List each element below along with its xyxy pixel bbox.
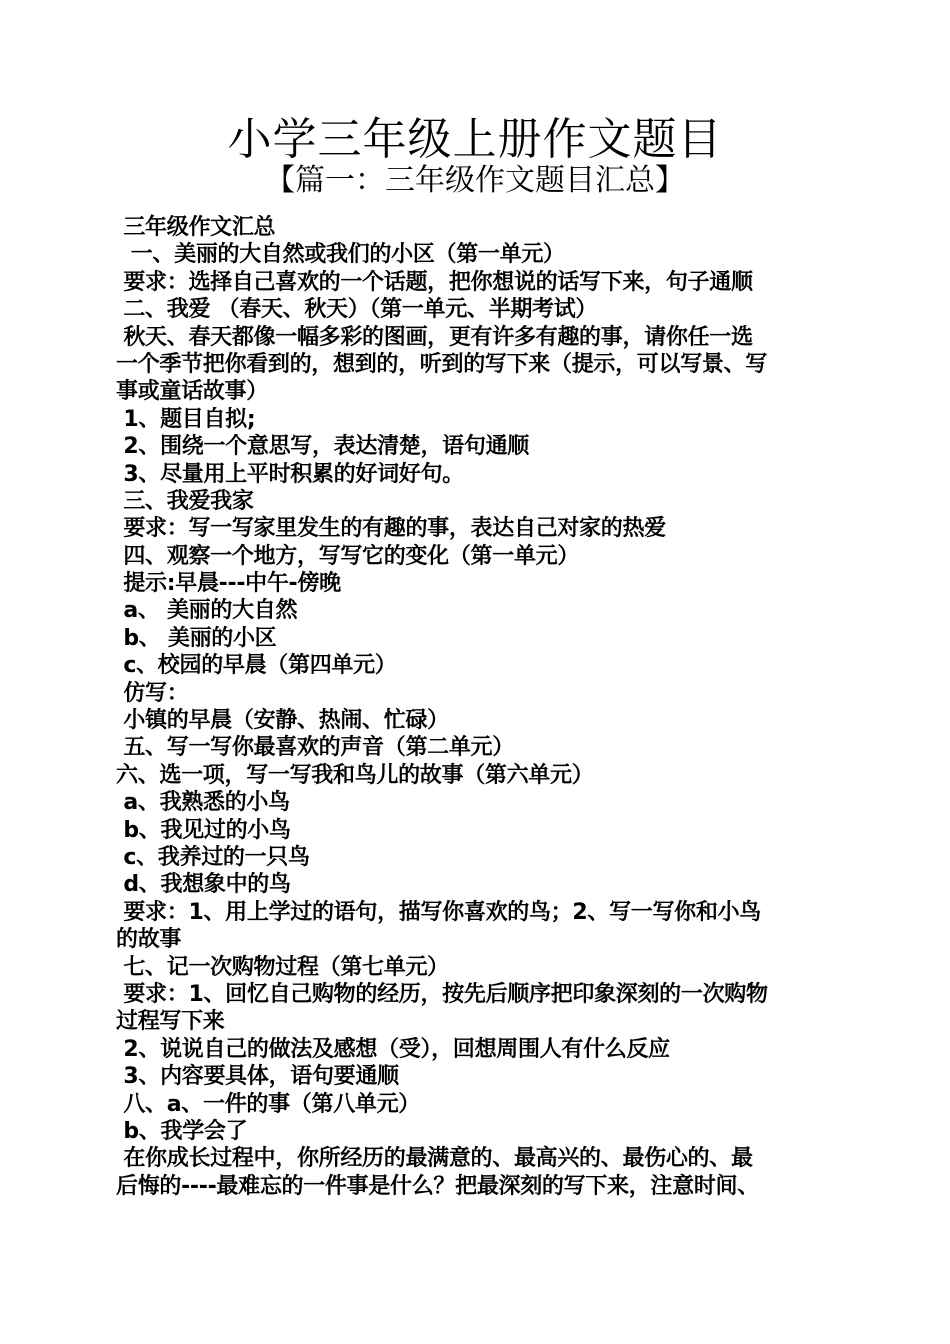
text-line: 秋天、春天都像一幅多彩的图画，更有许多有趣的事，请你任一选 xyxy=(116,324,753,350)
document-subtitle: 【篇一：三年级作文题目汇总】 xyxy=(265,163,685,198)
text-line: 要求：写一写家里发生的有趣的事，表达自己对家的热爱 xyxy=(116,516,666,542)
document-body xyxy=(116,214,836,1200)
text-line: c、校园的早晨（第四单元） xyxy=(116,653,397,679)
text-line: 过程写下来 xyxy=(116,1009,225,1035)
document-title: 小学三年级上册作文题目 xyxy=(227,114,723,165)
text-line: 的故事 xyxy=(116,927,182,953)
text-line: 提示:早晨---中午-傍晚 xyxy=(116,571,341,597)
text-line: 1、题目自拟; xyxy=(116,406,256,432)
text-line: 三、我爱我家 xyxy=(116,488,254,514)
text-line: 2、说说自己的做法及感想（受），回想周围人有什么反应 xyxy=(116,1036,670,1062)
text-line: 后悔的----最难忘的一件事是什么？把最深刻的写下来，注意时间、 xyxy=(116,1173,759,1199)
text-line: 要求：1、回忆自己购物的经历，按先后顺序把印象深刻的一次购物 xyxy=(116,981,768,1007)
text-line: 事或童话故事） xyxy=(116,379,268,405)
text-line: d、我想象中的鸟 xyxy=(116,872,291,898)
text-line: b、我学会了 xyxy=(116,1118,248,1144)
text-line: 3、尽量用上平时积累的好词好句。 xyxy=(116,461,464,487)
text-line: 要求：1、用上学过的语句，描写你喜欢的鸟；2、写一写你和小鸟 xyxy=(116,899,761,925)
text-line: b、我见过的小鸟 xyxy=(116,817,291,843)
text-line: 七、记一次购物过程（第七单元） xyxy=(116,954,449,980)
text-line: b、 美丽的小区 xyxy=(116,625,277,651)
text-line: 要求：选择自己喜欢的一个话题，把你想说的话写下来，句子通顺 xyxy=(116,269,753,295)
text-line: 小镇的早晨（安静、热闹、忙碌） xyxy=(116,708,449,734)
text-line: 三年级作文汇总 xyxy=(116,215,276,240)
text-line: 一、美丽的大自然或我们的小区（第一单元） xyxy=(116,242,565,268)
text-line: 六、选一项，写一写我和鸟儿的故事（第六单元） xyxy=(116,762,594,788)
text-line: 2、围绕一个意思写，表达清楚，语句通顺 xyxy=(116,434,529,460)
text-line: 仿写： xyxy=(116,680,189,706)
text-line: 3、内容要具体，语句要通顺 xyxy=(116,1064,399,1090)
text-line: 八、a、一件的事（第八单元） xyxy=(116,1091,421,1117)
text-line: a、 美丽的大自然 xyxy=(116,598,298,624)
text-line: c、我养过的一只鸟 xyxy=(116,844,310,870)
text-line: 二、我爱 （春天、秋天）（第一单元、半期考试） xyxy=(116,297,598,323)
text-line: a、我熟悉的小鸟 xyxy=(116,790,290,816)
text-line: 在你成长过程中，你所经历的最满意的、最高兴的、最伤心的、最 xyxy=(116,1146,753,1172)
text-line: 五、写一写你最喜欢的声音（第二单元） xyxy=(116,735,514,761)
text-line: 四、观察一个地方，写写它的变化（第一单元） xyxy=(116,543,580,569)
text-line: 一个季节把你看到的，想到的，听到的写下来（提示，可以写景、写 xyxy=(116,351,768,377)
